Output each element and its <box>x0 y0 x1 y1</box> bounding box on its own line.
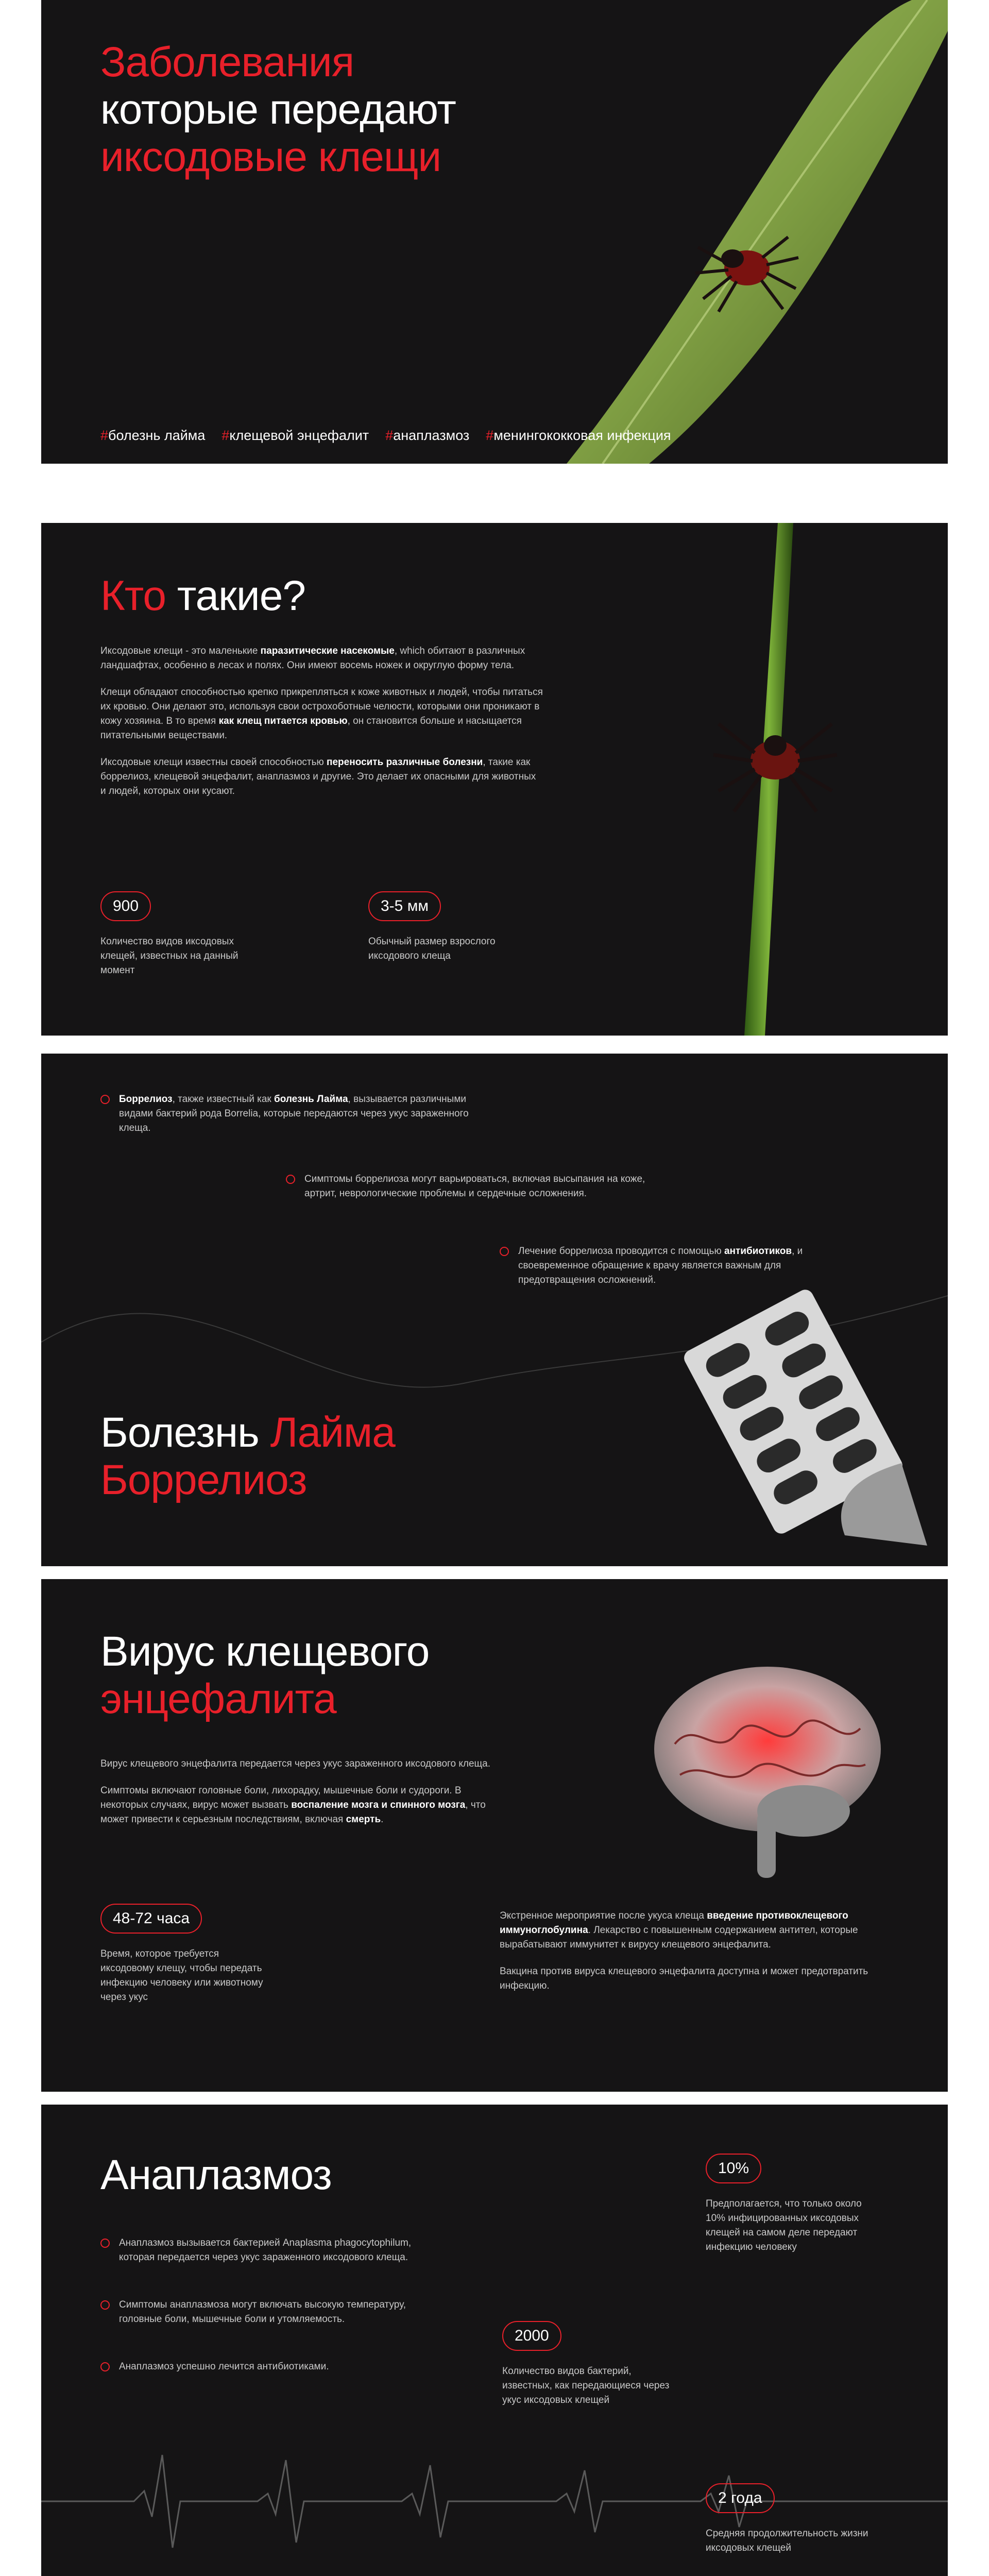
stat-label: Обычный размер взрослого иксодового клеща <box>368 936 496 961</box>
paragraph-vaccine: Вакцина против вируса клещевого энцефалита доступна и может предотвратить инфекцию. <box>500 1966 868 1991</box>
stat-value: 3-5 мм <box>368 891 441 921</box>
pill-blister-image <box>659 1278 927 1546</box>
disease-tags <box>100 428 671 444</box>
bullet-dot-icon <box>100 2300 110 2310</box>
paragraph-3: Иксодовые клещи известны своей способностью переносить различные болезни, такие как боррелиоз, клещевой энцефалит, анаплазмоз и другие. Это делает их опасными для животных и людей, которых они кусают. <box>100 757 536 796</box>
stat-species-count <box>100 891 270 978</box>
intro-text <box>100 644 543 799</box>
paragraph-1: Иксодовые клещи - это маленькие паразитические насекомые, which обитают в различных ландшафтах, особенно в лесах и полях. Они имеют восемь ножек и округлую форму тела. <box>100 646 525 671</box>
bullet-dot-icon <box>286 1175 295 1184</box>
stat-value: 10% <box>706 2154 761 2183</box>
tag-anaplasmosis: #анаплазмоз <box>385 428 470 443</box>
tag-meningococcal: #менингококковая инфекция <box>486 428 671 443</box>
page-title <box>100 39 456 181</box>
title-line-3: иксодовые клещи <box>100 133 441 180</box>
section-title: Вирус клещевого энцефалита <box>100 1628 430 1722</box>
section-title: Кто такие? <box>100 572 305 619</box>
bullet-dot-icon <box>500 1247 509 1256</box>
anaplasmosis-point-treatment <box>100 2360 420 2374</box>
slide-intro <box>41 0 948 464</box>
stat-tick-size <box>368 891 538 963</box>
stat-value: 900 <box>100 891 151 921</box>
point-text: Лечение боррелиоза проводится с помощью антибиотиков, и своевременное обращение к врачу является важным для предотвращения осложнений. <box>518 1246 803 1285</box>
section-title: Анаплазмоз <box>100 2151 332 2198</box>
stat-value: 2 года <box>706 2483 775 2513</box>
stat-value: 48-72 часа <box>100 1904 202 1934</box>
anaplasmosis-point-cause <box>100 2236 420 2265</box>
lyme-point-symptoms <box>286 1172 646 1201</box>
bullet-dot-icon <box>100 2362 110 2371</box>
paragraph-emergency: Экстренное мероприятие после укуса клеща введение противоклещевого иммуноглобулина. Лекарство с повышенным содержанием антител, которые вырабатывают иммунитет к вирусу клещевого энцефалита. <box>500 1910 858 1950</box>
paragraph-2: Симптомы включают головные боли, лихорадку, мышечные боли и судороги. В некоторых случаях, вирус может вызвать воспаление мозга и спинного мозга, что может привести к серьезным последствиям, включая смерть. <box>100 1785 486 1825</box>
bullet-dot-icon <box>100 2239 110 2248</box>
stat-label: Средняя продолжительность жизни иксодовых клещей <box>706 2528 868 2553</box>
point-text: Анаплазмоз вызывается бактерией Anaplasma phagocytophilum, которая передается через укус зараженного иксодового клеща. <box>119 2238 412 2263</box>
stat-label: Предполагается, что только около 10% инфицированных иксодовых клещей на самом деле передают инфекцию человеку <box>706 2198 862 2252</box>
bullet-dot-icon <box>100 1095 110 1104</box>
slide-who-are-they <box>41 523 948 1036</box>
paragraph-2: Клещи обладают способностью крепко прикрепляться к коже животных и людей, чтобы питаться их кровью. Они делают это, используя свои острохоботные челюсти, которыми они проникают в кожу хозяина. В то время как клещ питается кровью, он становится больше и насыщается питательными веществами. <box>100 687 543 741</box>
point-text: Симптомы анаплазмоза могут включать высокую температуру, головные боли, мышечные боли и утомляемость. <box>119 2299 406 2325</box>
stat-transmission-time <box>100 1904 270 2005</box>
tag-encephalitis: #клещевой энцефалит <box>221 428 369 443</box>
point-text: Анаплазмоз успешно лечится антибиотиками. <box>119 2361 329 2372</box>
stat-value: 2000 <box>502 2321 561 2351</box>
stat-label: Количество видов иксодовых клещей, известных на данный момент <box>100 936 238 976</box>
brain-image <box>634 1641 901 1888</box>
stat-label: Время, которое требуется иксодовому клещу, чтобы передать инфекцию человеку или животному через укус <box>100 1948 263 2003</box>
title-line-1: Заболевания <box>100 39 354 86</box>
encephalitis-text <box>100 1757 492 1827</box>
stat-label: Количество видов бактерий, известных, как передающиеся через укус иксодовых клещей <box>502 2366 670 2405</box>
slide-encephalitis <box>41 1579 948 2092</box>
tag-lyme: #болезнь лайма <box>100 428 206 443</box>
anaplasmosis-point-symptoms <box>100 2298 420 2327</box>
slide-lyme <box>41 1054 948 1566</box>
lyme-point-treatment <box>500 1244 860 1287</box>
lyme-point-cause <box>100 1092 492 1136</box>
stat-infected-share <box>706 2154 876 2255</box>
tick-on-stem-image <box>639 523 927 1036</box>
stat-tick-lifespan <box>706 2483 876 2555</box>
title-line-2: которые передают <box>100 86 456 133</box>
slide-anaplasmosis <box>41 2105 948 2576</box>
encephalitis-prevention <box>500 1909 901 1993</box>
stat-bacteria-species <box>502 2321 672 2408</box>
point-text: Боррелиоз, также известный как болезнь Лайма, вызывается различными видами бактерий рода Borrelia, которые передаются через укус зараженного клеща. <box>119 1094 469 1133</box>
section-title: Болезнь Лайма Боррелиоз <box>100 1409 395 1503</box>
paragraph-1: Вирус клещевого энцефалита передается через укус зараженного иксодового клеща. <box>100 1758 491 1769</box>
point-text: Симптомы боррелиоза могут варьироваться, включая высыпания на коже, артрит, неврологические проблемы и сердечные осложнения. <box>304 1174 645 1199</box>
